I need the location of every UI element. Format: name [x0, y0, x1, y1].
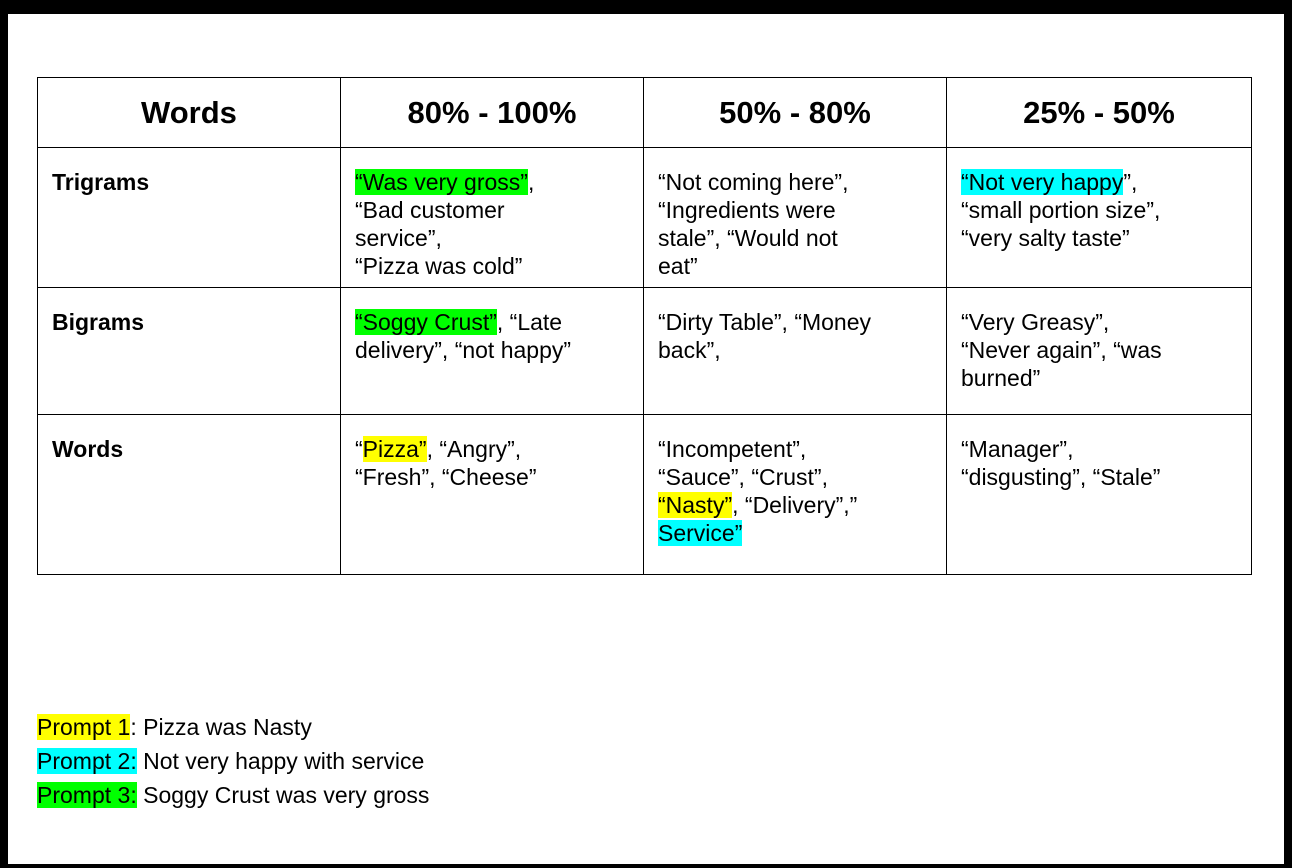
column-header-50-80: 50% - 80% [644, 78, 947, 148]
cell-text: , [527, 169, 535, 195]
legend-label: Prompt 2: [37, 748, 137, 774]
cell-text: service”, [355, 225, 442, 251]
cell-text: “Incompetent”, [658, 436, 807, 462]
cell-words-80-100 [341, 415, 644, 575]
cell-text: , “Delivery”,” [732, 492, 858, 518]
highlight-prompt-1: Pizza” [362, 436, 427, 462]
cell-text: “disgusting”, “Stale” [961, 464, 1161, 490]
legend-text: Pizza was Nasty [136, 714, 312, 740]
legend-text: Soggy Crust was very gross [136, 782, 430, 808]
cell-text: “Sauce”, “Crust”, [658, 464, 828, 490]
header-row [38, 78, 1252, 148]
column-header-25-50: 25% - 50% [947, 78, 1252, 148]
highlight-prompt-2: Service” [658, 520, 743, 546]
cell-text: delivery”, “not happy” [355, 337, 572, 363]
cell-text: “Bad customer [355, 197, 505, 223]
row-label: Trigrams [38, 148, 341, 288]
cell-text: “Never again”, “was [961, 337, 1162, 363]
cell-words-25-50 [947, 415, 1252, 575]
row-label: Bigrams [38, 288, 341, 415]
cell-text: “Pizza was cold” [355, 253, 523, 279]
highlight-prompt-3: “Soggy Crust” [355, 309, 497, 335]
cell-text: back”, [658, 337, 721, 363]
cell-text: “Very Greasy”, [961, 309, 1110, 335]
legend-item-prompt-2 [37, 744, 429, 778]
table-row-trigrams [38, 148, 1252, 288]
cell-trigrams-25-50 [947, 148, 1252, 288]
table-row-words [38, 415, 1252, 575]
cell-text: “Manager”, [961, 436, 1074, 462]
cell-text: “Not coming here”, [658, 169, 849, 195]
legend-label: Prompt 1 [37, 714, 131, 740]
results-table [37, 77, 1252, 575]
cell-words-50-80 [644, 415, 947, 575]
prompt-legend [37, 710, 429, 812]
cell-trigrams-50-80 [644, 148, 947, 288]
cell-text: stale”, “Would not [658, 225, 838, 251]
highlight-prompt-1: “Nasty” [658, 492, 733, 518]
cell-text: “Ingredients were [658, 197, 836, 223]
highlight-prompt-2: “Not very happy [961, 169, 1124, 195]
cell-bigrams-50-80 [644, 288, 947, 415]
column-header-words: Words [38, 78, 341, 148]
legend-label: Prompt 3: [37, 782, 137, 808]
cell-text: eat” [658, 253, 698, 279]
legend-item-prompt-1 [37, 710, 429, 744]
cell-text: “small portion size”, [961, 197, 1161, 223]
cell-text: , “Angry”, [426, 436, 522, 462]
cell-text: ”, [1123, 169, 1138, 195]
legend-separator: : [130, 714, 137, 740]
highlight-prompt-3: “Was very gross” [355, 169, 528, 195]
cell-bigrams-80-100 [341, 288, 644, 415]
legend-text: Not very happy with service [136, 748, 425, 774]
column-header-80-100: 80% - 100% [341, 78, 644, 148]
cell-text: “ [355, 436, 363, 462]
cell-text: “Dirty Table”, “Money [658, 309, 872, 335]
cell-text: “Fresh”, “Cheese” [355, 464, 537, 490]
row-label: Words [38, 415, 341, 575]
cell-bigrams-25-50 [947, 288, 1252, 415]
cell-text: , “Late [496, 309, 563, 335]
cell-trigrams-80-100 [341, 148, 644, 288]
cell-text: burned” [961, 365, 1041, 391]
cell-text: “very salty taste” [961, 225, 1130, 251]
legend-item-prompt-3 [37, 778, 429, 812]
table-row-bigrams [38, 288, 1252, 415]
